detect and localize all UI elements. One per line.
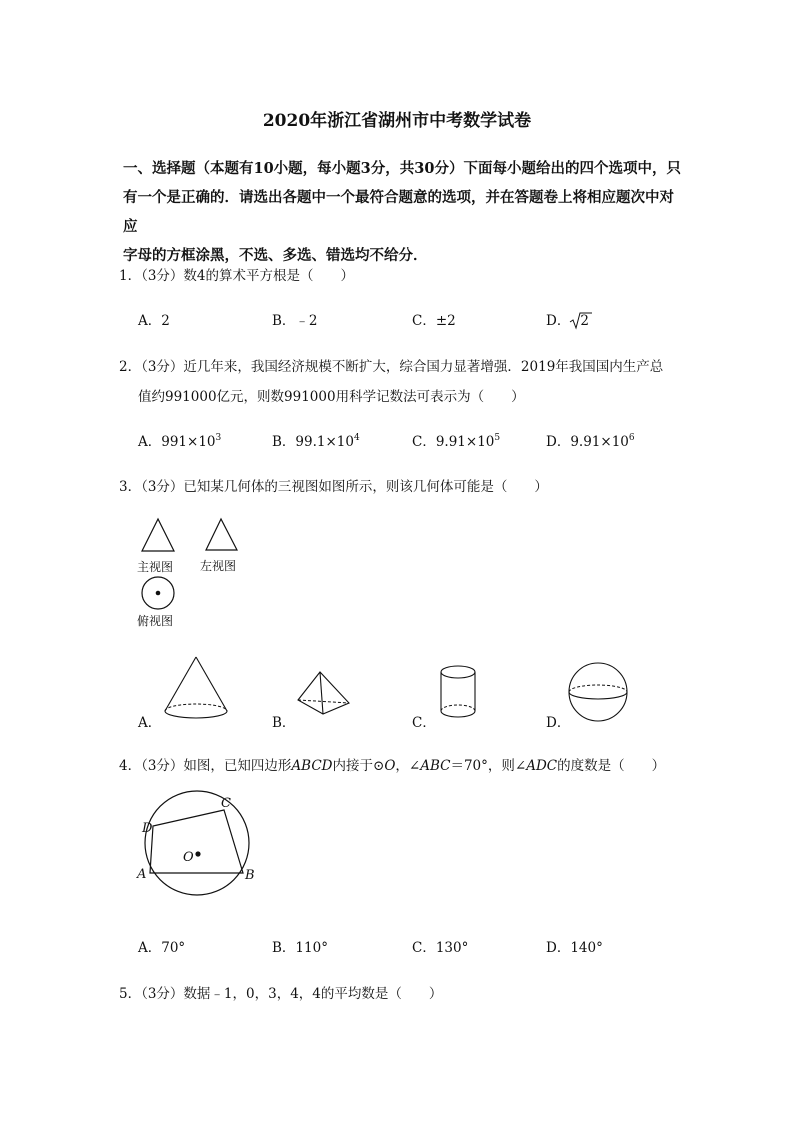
left-view-label: 左视图 [200,559,237,573]
front-view-triangle [142,519,174,551]
q3-option-c: C． [412,715,436,731]
q1-option-d-radicand: 2 [580,313,589,329]
top-view-center-dot [156,591,161,596]
q2-option-a: A．$991\times 10^3$ [138,433,222,450]
q4-angle-adc: ADC [526,758,558,774]
q2-option-d-exponent: 6 [628,433,635,443]
front-view-label: 主视图 [137,560,174,574]
pyramid-figure [295,670,355,720]
section-line-2: 有一个是正确的．请选出各题中一个最符合题意的选项，并在答题卷上将相应题次中对应 [123,189,674,235]
section-heading [123,154,683,270]
q5-stem: 5．（3分）数据﹣1，0，3，4，4的平均数是（ ） [119,986,443,1002]
q4-stem: 4．（3分）如图，已知四边形ABCD内接于⊙O，∠ABC＝70°，则∠ADC的度数是（ ） [119,758,666,774]
q1-option-c: C．±2 [412,313,456,329]
q1-stem: 1．（3分）数4的算术平方根是（ ） [119,268,355,284]
point-b-label: B [245,868,255,883]
q2-stem-line-1: 2．（3分）近几年来，我国经济规模不断扩大，综合国力显著增强．2019年我国国内生产总 [119,359,664,375]
q4-angle-abc: ABC [420,758,451,774]
inscribed-quadrilateral-figure [135,790,275,900]
q4-quad-name: ABCD [291,758,333,774]
cone-figure [160,655,230,725]
q2-option-b: B．$99.1\times 10^4$ [272,433,360,450]
q2-option-d: D．$9.91\times 10^6$ [546,433,635,450]
q2-stem-line-2: 值约991000亿元，则数991000用科学记数法可表示为（ ） [138,389,525,405]
q3-option-a: A． [138,715,162,731]
sqrt-symbol [570,313,589,329]
radical-sign-icon [570,312,592,330]
quadrilateral-abcd [150,810,243,873]
q1-option-b: B．﹣2 [272,313,318,329]
q2-option-b-exponent: 4 [353,433,360,443]
page-title: 2020年浙江省湖州市中考数学试卷 [262,111,532,131]
q1-option-a: A．2 [138,313,170,329]
cylinder-figure [440,665,480,725]
point-a-label: A [137,867,147,882]
q4-option-d: D．140° [546,940,603,956]
q4-circle-name: O [384,758,396,774]
q4-option-a: A．70° [138,940,186,956]
q4-option-b: B．110° [272,940,328,956]
top-view-label: 俯视图 [137,614,174,628]
point-d-label: D [142,821,153,836]
section-line-1: 一、选择题（本题有10小题，每小题3分，共30分）下面每小题给出的四个选项中，只 [123,160,681,177]
q2-option-c-exponent: 5 [494,433,501,443]
q2-option-c: C．$9.91\times 10^5$ [412,433,501,450]
q3-option-d: D． [546,715,571,731]
q4-option-c: C．130° [412,940,469,956]
point-o-label: O [183,850,194,865]
left-view-triangle [206,519,237,550]
q3-stem: 3．（3分）已知某几何体的三视图如图所示，则该几何体可能是（ ） [119,479,548,495]
q2-option-a-exponent: 3 [215,433,222,443]
q1-option-d [546,309,589,329]
sphere-figure [568,662,632,726]
section-line-3: 字母的方框涂黑，不选、多选、错选均不给分． [123,247,428,264]
q3-option-b: B． [272,715,296,731]
center-dot [195,851,200,856]
point-c-label: C [221,796,231,811]
q1-option-d-prefix: D． [546,313,571,329]
